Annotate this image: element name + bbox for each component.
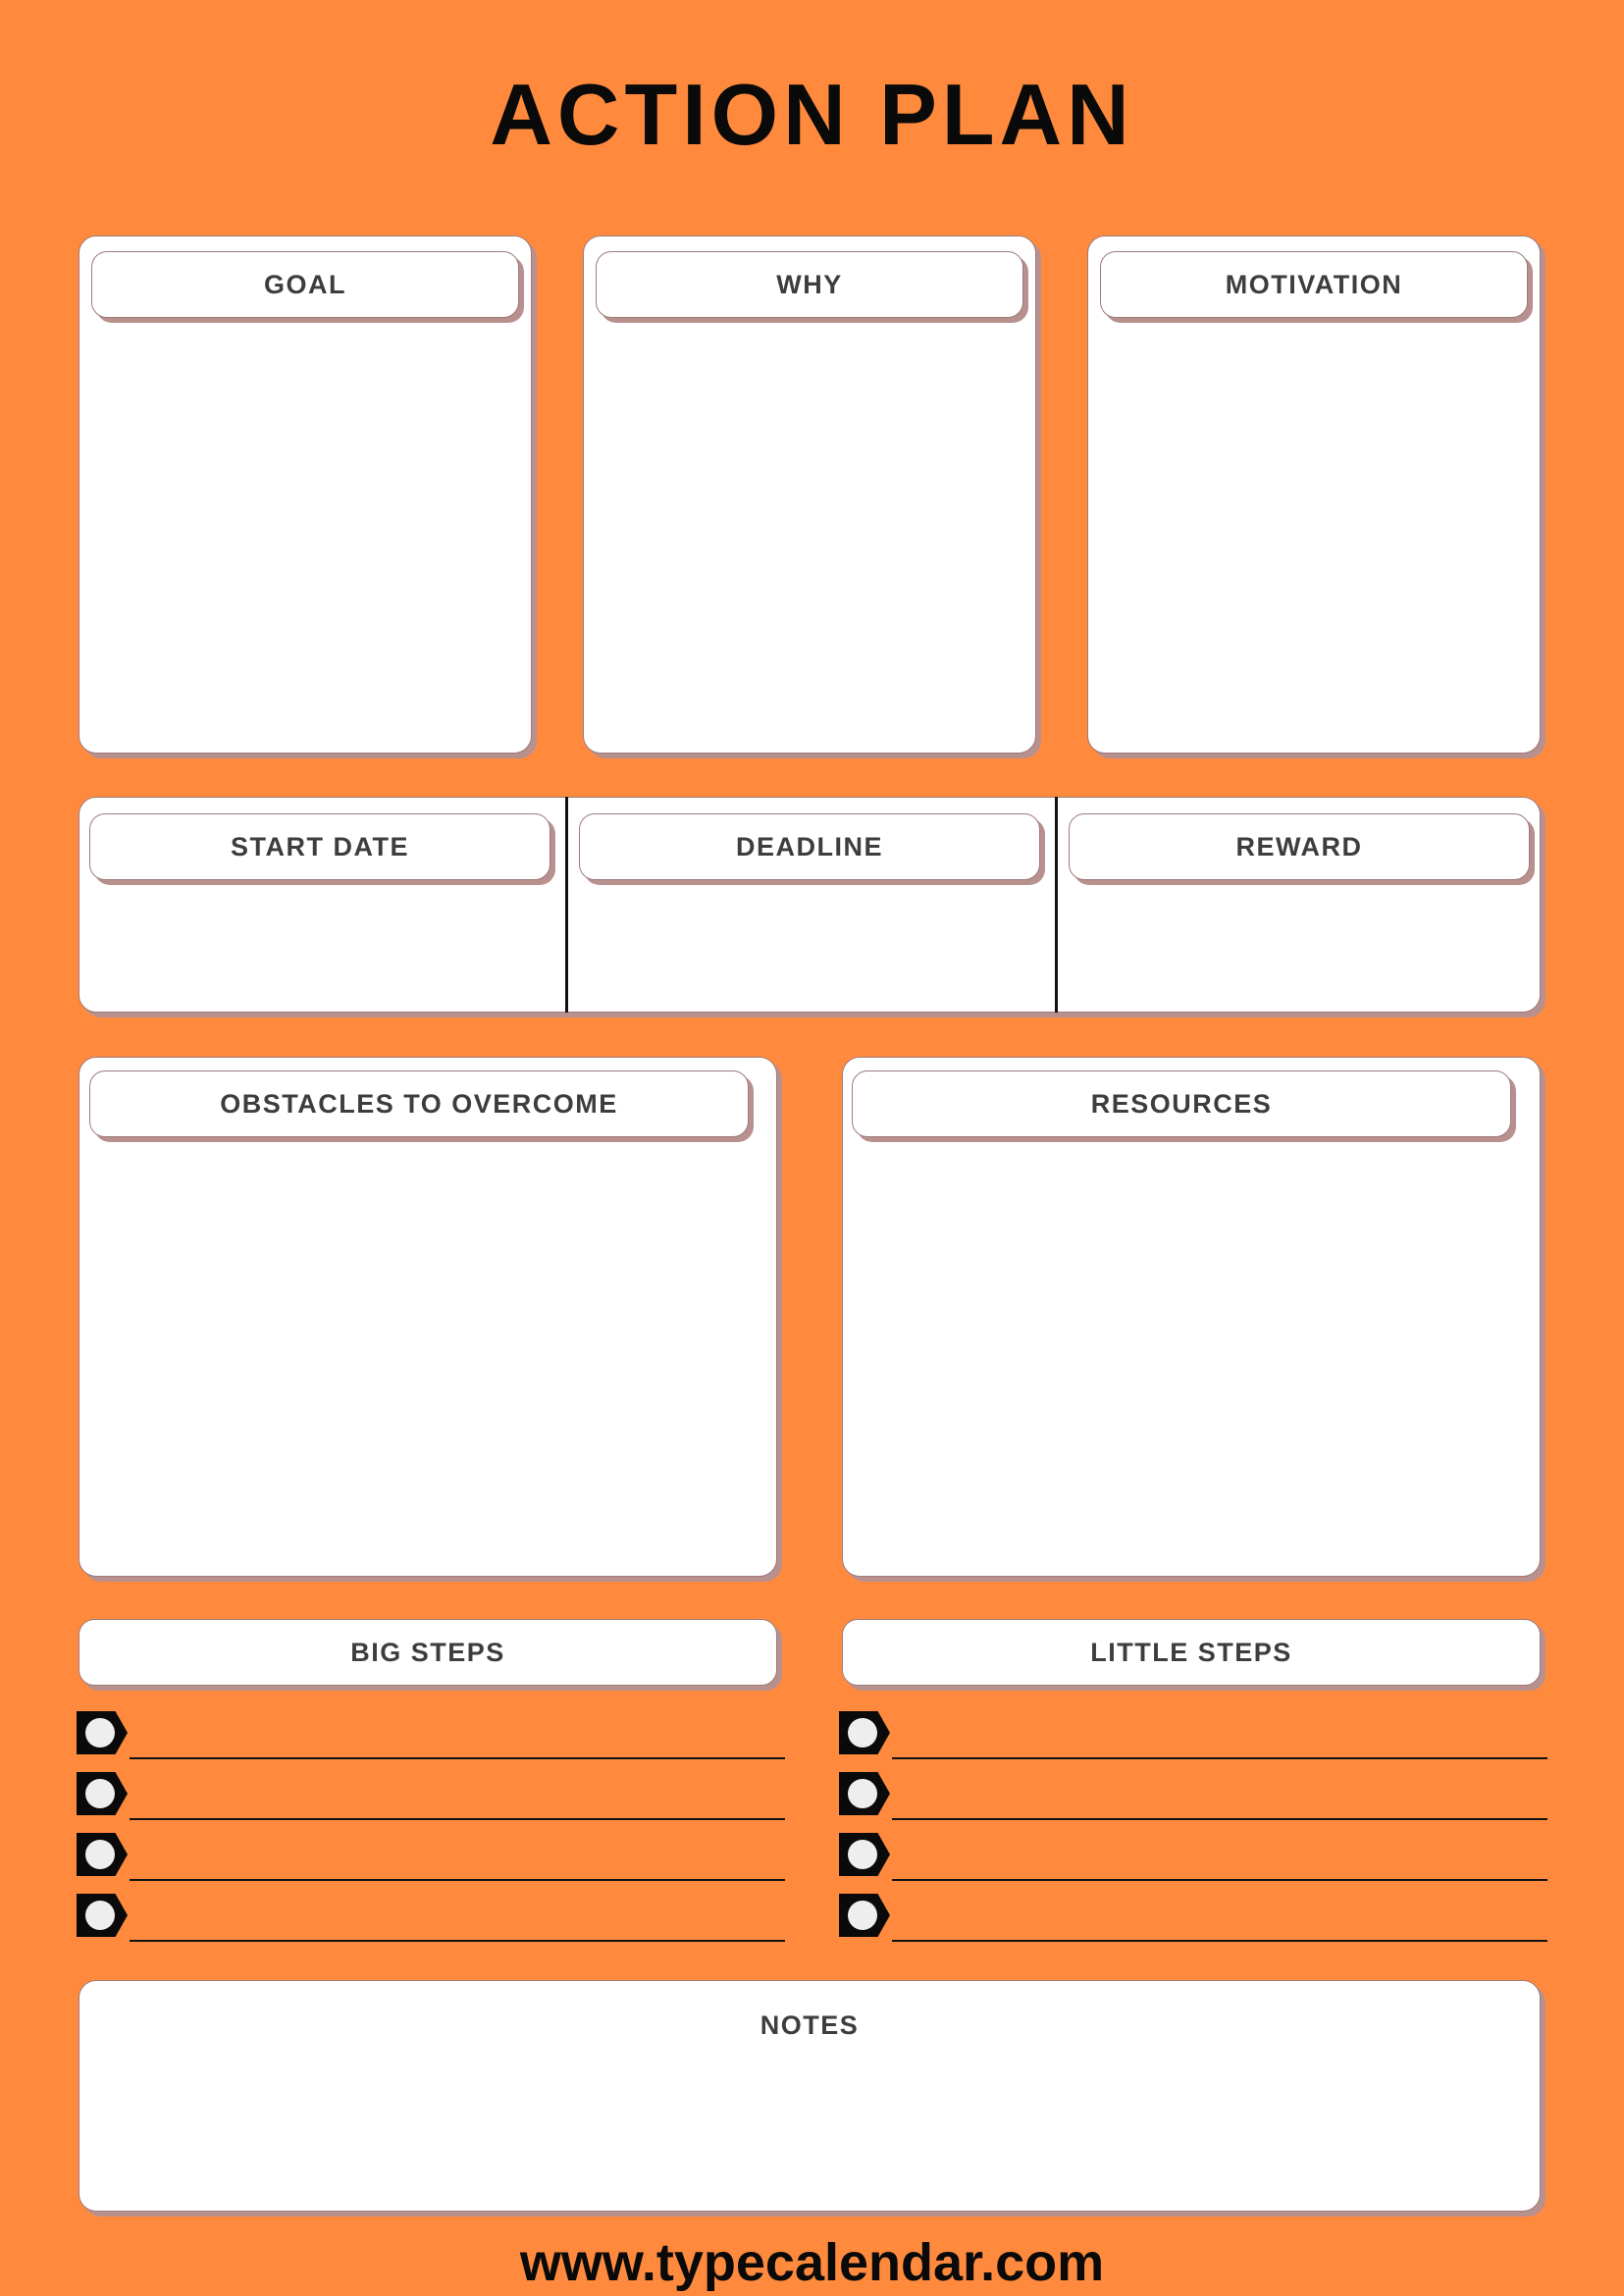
- checkbox-circle-icon[interactable]: [85, 1901, 115, 1930]
- little-step-line[interactable]: [892, 1818, 1547, 1820]
- goal-heading: GOAL: [91, 251, 519, 318]
- checkbox-circle-icon[interactable]: [848, 1718, 877, 1748]
- little-step-row[interactable]: [839, 1894, 1547, 1955]
- big-step-line[interactable]: [130, 1879, 785, 1881]
- big-step-row[interactable]: [77, 1711, 785, 1772]
- little-step-row[interactable]: [839, 1833, 1547, 1894]
- reward-field[interactable]: [1064, 888, 1535, 1006]
- big-steps-heading: BIG STEPS: [79, 1619, 777, 1686]
- notes-field[interactable]: [99, 2060, 1518, 2197]
- big-step-line[interactable]: [130, 1818, 785, 1820]
- motivation-heading: MOTIVATION: [1100, 251, 1528, 318]
- little-steps-heading: LITTLE STEPS: [842, 1619, 1541, 1686]
- checkbox-circle-icon[interactable]: [85, 1779, 115, 1808]
- obstacles-heading: OBSTACLES TO OVERCOME: [89, 1070, 749, 1137]
- big-step-row[interactable]: [77, 1894, 785, 1955]
- notes-box[interactable]: [79, 1980, 1541, 2212]
- schedule-divider: [565, 797, 568, 1013]
- footer-url: www.typecalendar.com: [519, 2233, 1105, 2292]
- checkbox-circle-icon[interactable]: [85, 1718, 115, 1748]
- big-step-line[interactable]: [130, 1757, 785, 1759]
- big-step-row[interactable]: [77, 1772, 785, 1833]
- deadline-heading: DEADLINE: [579, 813, 1040, 880]
- little-step-line[interactable]: [892, 1940, 1547, 1942]
- notes-heading: NOTES: [760, 2010, 860, 2040]
- checkbox-circle-icon[interactable]: [848, 1840, 877, 1869]
- start-date-heading: START DATE: [89, 813, 550, 880]
- schedule-divider: [1055, 797, 1058, 1013]
- checkbox-circle-icon[interactable]: [85, 1840, 115, 1869]
- resources-heading: RESOURCES: [852, 1070, 1511, 1137]
- checkbox-circle-icon[interactable]: [848, 1901, 877, 1930]
- checkbox-circle-icon[interactable]: [848, 1779, 877, 1808]
- little-step-row[interactable]: [839, 1772, 1547, 1833]
- deadline-field[interactable]: [574, 888, 1049, 1006]
- why-heading: WHY: [596, 251, 1023, 318]
- little-step-row[interactable]: [839, 1711, 1547, 1772]
- little-step-line[interactable]: [892, 1879, 1547, 1881]
- big-step-line[interactable]: [130, 1940, 785, 1942]
- start-date-field[interactable]: [84, 888, 559, 1006]
- big-step-row[interactable]: [77, 1833, 785, 1894]
- little-step-line[interactable]: [892, 1757, 1547, 1759]
- page-title: ACTION PLAN: [490, 66, 1134, 163]
- reward-heading: REWARD: [1069, 813, 1530, 880]
